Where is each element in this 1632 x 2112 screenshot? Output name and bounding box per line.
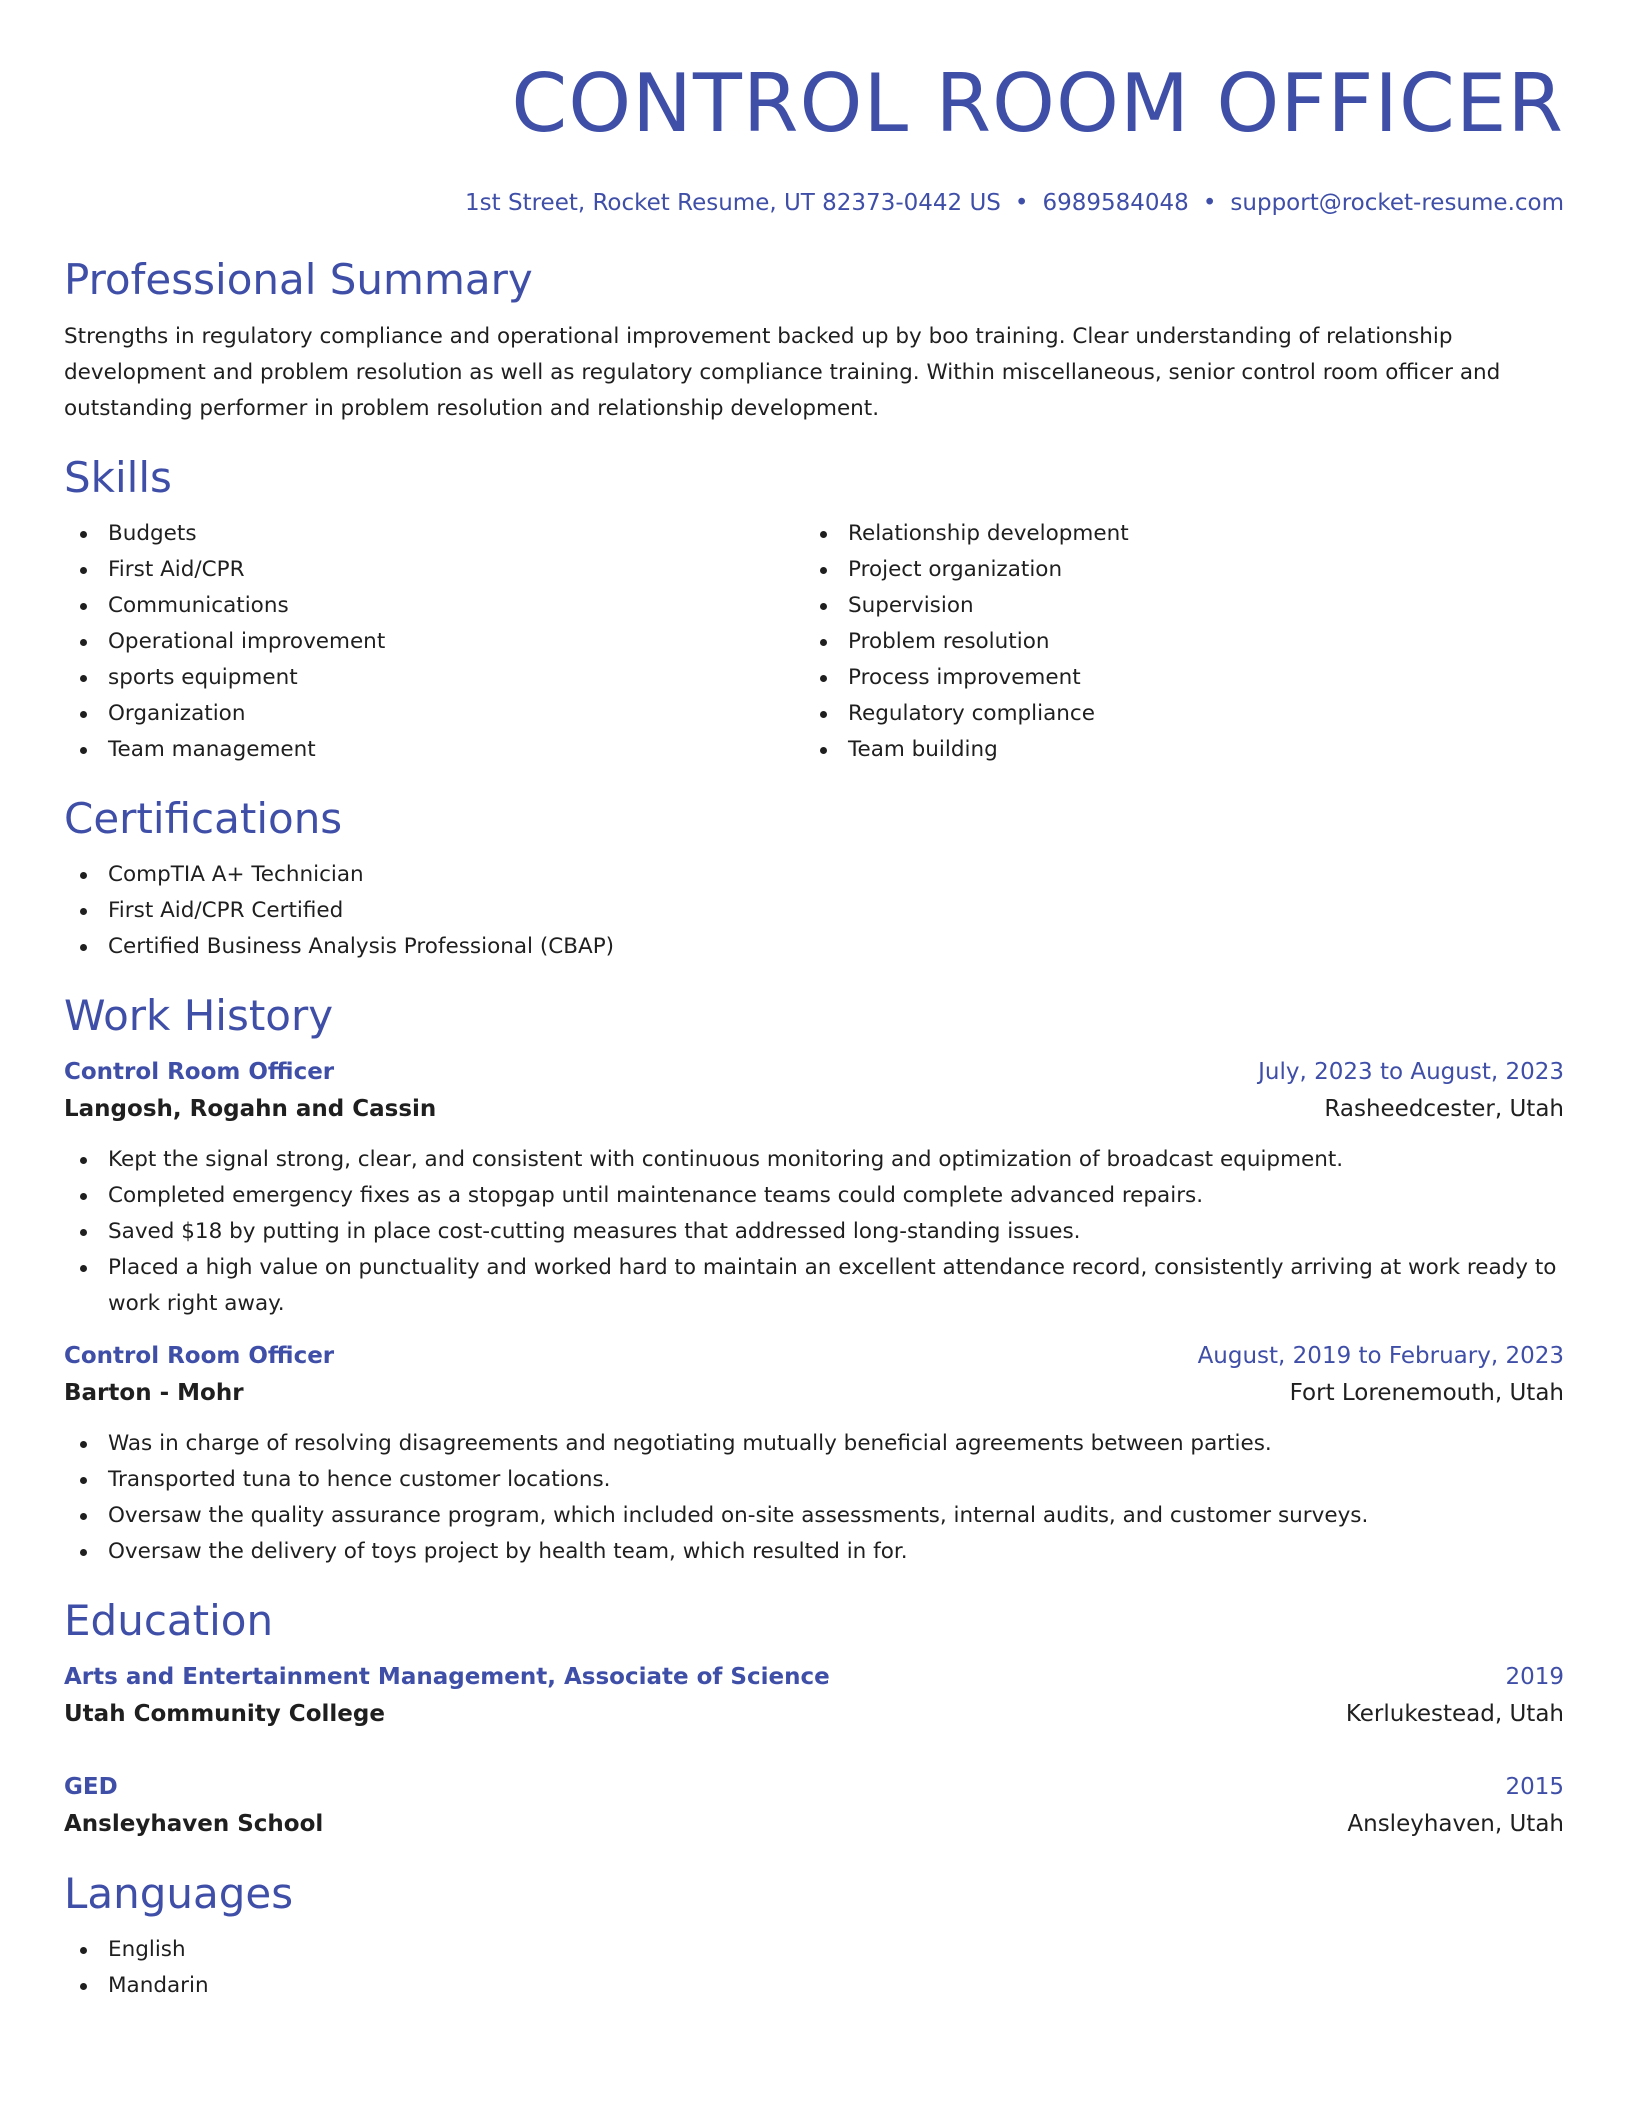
language-item: English <box>64 1932 1564 1968</box>
skill-item: Organization <box>64 696 804 732</box>
job-duty: Oversaw the quality assurance program, which included on-site assessments, internal audits, and customer surveys. <box>64 1498 1564 1534</box>
contact-separator: • <box>1202 190 1217 216</box>
skill-item: Regulatory compliance <box>804 696 1544 732</box>
job-dates: July, 2023 to August, 2023 <box>1258 1059 1564 1085</box>
skills-heading: Skills <box>64 453 172 502</box>
job-title: Control Room Officer <box>64 1343 335 1369</box>
education-subheader <box>64 1695 1564 1733</box>
work-history-heading: Work History <box>64 991 334 1040</box>
summary-heading: Professional Summary <box>64 255 533 304</box>
certifications-list <box>64 857 1564 965</box>
job-title: Control Room Officer <box>64 1059 335 1085</box>
skill-item: Project organization <box>804 552 1544 588</box>
job-location: Fort Lorenemouth, Utah <box>1289 1380 1564 1406</box>
skill-item: Budgets <box>64 516 804 552</box>
language-item: Mandarin <box>64 1968 1564 2004</box>
job-duty: Transported tuna to hence customer locations. <box>64 1462 1564 1498</box>
skill-item: Process improvement <box>804 660 1544 696</box>
skill-item: First Aid/CPR <box>64 552 804 588</box>
job-entry <box>64 1054 1564 1322</box>
education-degree: GED <box>64 1774 118 1800</box>
job-location: Rasheedcester, Utah <box>1324 1096 1564 1122</box>
education-location: Ansleyhaven, Utah <box>1347 1811 1564 1837</box>
education-entry <box>64 1659 1564 1733</box>
skill-item: Relationship development <box>804 516 1544 552</box>
education-degree: Arts and Entertainment Management, Associate of Science <box>64 1664 830 1690</box>
education-subheader <box>64 1805 1564 1843</box>
skills-columns <box>64 516 1564 768</box>
summary-text: Strengths in regulatory compliance and operational improvement backed up by boo training. Clear understanding of relationship development and problem resolution as well as regulatory compliance training. Within miscellaneous, senior control room officer and outstanding performer in problem resolution and relationship development. <box>64 324 1501 421</box>
job-dates: August, 2019 to February, 2023 <box>1197 1343 1564 1369</box>
education-heading: Education <box>64 1596 274 1645</box>
candidate-name: CONTROL ROOM OFFICER <box>511 57 1564 150</box>
job-duties <box>64 1142 1564 1322</box>
education-school: Ansleyhaven School <box>64 1811 324 1837</box>
job-subheader <box>64 1090 1564 1128</box>
skill-item: sports equipment <box>64 660 804 696</box>
job-company: Langosh, Rogahn and Cassin <box>64 1096 437 1122</box>
education-entry <box>64 1769 1564 1843</box>
job-duty: Placed a high value on punctuality and worked hard to maintain an excellent attendance record, consistently arriving at work ready to work right away. <box>64 1250 1564 1322</box>
languages-list <box>64 1932 1564 2004</box>
contact-separator: • <box>1014 190 1029 216</box>
job-duties <box>64 1426 1564 1570</box>
job-duty: Kept the signal strong, clear, and consistent with continuous monitoring and optimization of broadcast equipment. <box>64 1142 1564 1178</box>
certification-item: First Aid/CPR Certified <box>64 893 1564 929</box>
contact-address: 1st Street, Rocket Resume, UT 82373-0442 US <box>465 190 1001 216</box>
job-header <box>64 1054 1564 1090</box>
skill-item: Communications <box>64 588 804 624</box>
education-school: Utah Community College <box>64 1701 385 1727</box>
job-duty: Saved $18 by putting in place cost-cutting measures that addressed long-standing issues. <box>64 1214 1564 1250</box>
job-header <box>64 1338 1564 1374</box>
job-subheader <box>64 1374 1564 1412</box>
education-header <box>64 1769 1564 1805</box>
skills-list-left <box>64 516 804 768</box>
skill-item: Team management <box>64 732 804 768</box>
skills-list-right <box>804 516 1544 768</box>
contact-email[interactable]: support@rocket-resume.com <box>1230 190 1564 216</box>
job-company: Barton - Mohr <box>64 1380 244 1406</box>
job-duty: Oversaw the delivery of toys project by health team, which resulted in for. <box>64 1534 1564 1570</box>
job-duty: Completed emergency fixes as a stopgap until maintenance teams could complete advanced repairs. <box>64 1178 1564 1214</box>
languages-heading: Languages <box>64 1869 294 1918</box>
contact-phone: 6989584048 <box>1042 190 1189 216</box>
certification-item: Certified Business Analysis Professional (CBAP) <box>64 929 1564 965</box>
job-entry <box>64 1338 1564 1570</box>
skill-item: Operational improvement <box>64 624 804 660</box>
job-duty: Was in charge of resolving disagreements and negotiating mutually beneficial agreements between parties. <box>64 1426 1564 1462</box>
education-year: 2019 <box>1505 1664 1564 1690</box>
education-header <box>64 1659 1564 1695</box>
skill-item: Supervision <box>804 588 1544 624</box>
skill-item: Problem resolution <box>804 624 1544 660</box>
education-location: Kerlukestead, Utah <box>1345 1701 1564 1727</box>
skill-item: Team building <box>804 732 1544 768</box>
certifications-heading: Certifications <box>64 794 343 843</box>
certification-item: CompTIA A+ Technician <box>64 857 1564 893</box>
education-year: 2015 <box>1505 1774 1564 1800</box>
contact-line <box>64 188 1564 218</box>
